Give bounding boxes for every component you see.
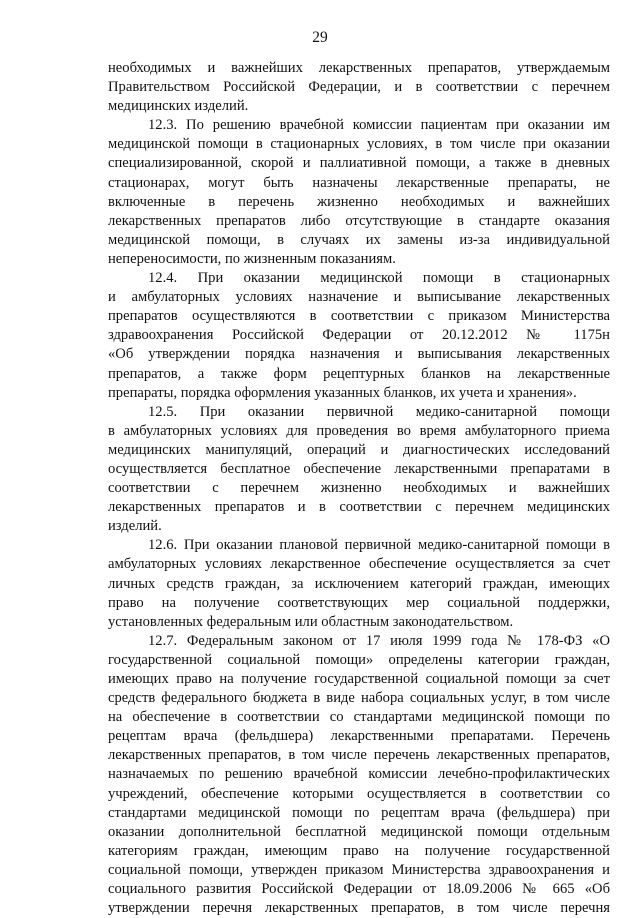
text-line: соответствии с перечнем жизненно необходимых и важнейших	[108, 480, 610, 497]
paragraph	[108, 403, 610, 537]
text-line: осуществляется бесплатное обеспечение лекарственными препаратами в	[108, 460, 610, 477]
text-line: амбулаторных условиях лекарственное обеспечение осуществляется за счет	[108, 556, 610, 573]
text-line: государственной социальной помощи» определены категории граждан,	[108, 651, 610, 668]
paragraph	[108, 536, 610, 631]
page-number: 29	[312, 29, 328, 46]
text-line: здравоохранения Российской Федерации от 20.12.2012 № 1175н	[108, 327, 610, 344]
text-line: личных средств граждан, за исключением категорий граждан, имеющих	[108, 575, 610, 592]
text-line: специализированной, скорой и паллиативной помощи, а также в дневных	[108, 155, 610, 172]
text-line: «Об утверждении порядка назначения и выписывания лекарственных	[108, 346, 610, 363]
text-line: оказании дополнительной бесплатной медицинской помощи отдельным	[108, 823, 610, 840]
text-line: и амбулаторных условиях назначение и выписывание лекарственных	[108, 289, 610, 306]
text-line: медицинской помощи, в случаях их замены из-за индивидуальной	[108, 231, 610, 248]
text-line: лекарственных препаратов, в том числе перечень лекарственных препаратов,	[108, 747, 610, 764]
text-line: лекарственных препаратов либо отсутствующие в стандарте оказания	[108, 212, 610, 229]
text-line: непереносимости, по жизненным показаниям.	[108, 250, 396, 267]
text-line: стационарах, могут быть назначены лекарственные препараты, не	[108, 174, 610, 191]
text-line: 12.3. По решению врачебной комиссии пациентам при оказании им	[148, 117, 610, 134]
text-line: в амбулаторных условиях для проведения во время амбулаторного приема	[108, 422, 610, 439]
text-line: социальной помощи, утвержден приказом Министерства здравоохранения и	[108, 861, 610, 878]
text-line: на обеспечение в соответствии со стандартами медицинской помощи по	[108, 709, 610, 726]
text-line: препаратов, а также форм рецептурных бланков на лекарственные	[108, 365, 610, 382]
text-line: препараты, порядка оформления указанных бланков, их учета и хранения».	[108, 384, 577, 401]
text-line: учреждений, обеспечение которыми осуществляется в соответствии со	[108, 785, 610, 802]
text-line: необходимых и важнейших лекарственных препаратов, утверждаемым	[108, 60, 610, 76]
text-line: имеющих право на получение государственной социальной помощи за счет	[108, 671, 610, 687]
text-line: установленных федеральным или областным законодательством.	[108, 613, 514, 630]
paragraph	[108, 632, 610, 918]
text-line: лекарственных препаратов и в соответствии с перечнем медицинских	[108, 499, 610, 516]
text-line: медицинских манипуляций, операций и диагностических исследований	[108, 441, 610, 458]
paragraph	[108, 59, 610, 116]
text-line: средств федерального бюджета в виде набора социальных услуг, в том числе	[108, 690, 610, 707]
text-line: Правительством Российской Федерации, и в соответствии с перечнем	[108, 79, 610, 96]
text-line: медицинских изделий.	[108, 98, 249, 115]
text-line: 12.4. При оказании медицинской помощи в стационарных	[148, 270, 610, 287]
text-line: право на получение соответствующих мер социальной поддержки,	[108, 594, 610, 611]
text-line: назначаемых по решению врачебной комиссии лечебно-профилактических	[108, 766, 610, 783]
paragraph	[108, 269, 610, 403]
document-body	[108, 59, 610, 918]
text-line: 12.5. При оказании первичной медико-санитарной помощи	[148, 403, 610, 420]
text-line: 12.6. При оказании плановой первичной медико-санитарной помощи в	[148, 537, 610, 554]
text-line: включенные в перечень жизненно необходимых и важнейших	[108, 193, 610, 210]
text-line: социального развития Российской Федерации от 18.09.2006 № 665 «Об	[108, 881, 610, 898]
text-line: препаратов осуществляются в соответствии с приказом Министерства	[108, 308, 610, 325]
text-line: утверждении перечня лекарственных препаратов, в том числе перечня	[108, 900, 610, 917]
text-line: категориям граждан, имеющим право на получение государственной	[108, 842, 610, 859]
text-line: 12.7. Федеральным законом от 17 июля 1999 года № 178-ФЗ «О	[148, 632, 610, 649]
text-line: изделий.	[108, 518, 162, 535]
text-line: рецептам врача (фельдшера) лекарственными препаратами. Перечень	[108, 728, 610, 745]
text-line: стандартами медицинской помощи по рецептам врача (фельдшера) при	[108, 804, 610, 821]
text-line: медицинской помощи в стационарных условиях, в том числе при оказании	[108, 136, 610, 153]
paragraph	[108, 116, 610, 269]
